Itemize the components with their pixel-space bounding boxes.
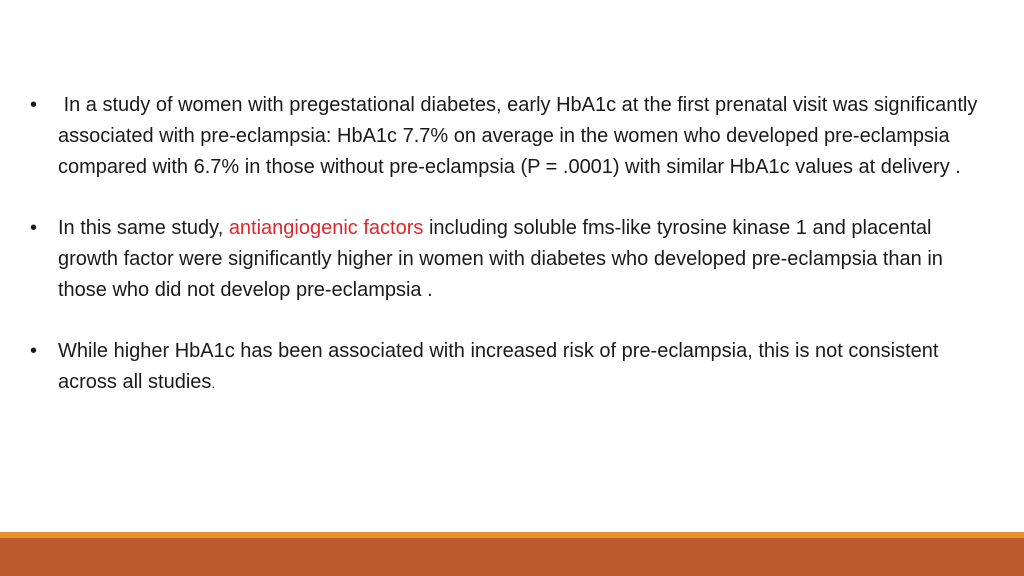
bullet-text-before: In this same study,: [58, 217, 229, 239]
bullet-icon: •: [30, 94, 38, 116]
bullet-icon: •: [30, 340, 38, 362]
footer-bar: [0, 538, 1024, 576]
bullet-end-period: .: [211, 375, 216, 391]
bullet-item-consistency: [30, 336, 990, 399]
bullet-text-after: including soluble fms-like tyrosine kinase 1 and placental growth factor were significantly higher in women with diabetes who developed pre-eclampsia than in those who did not develop pre-eclampsia .: [58, 217, 949, 301]
bullet-text: In a study of women with pregestational diabetes, early HbA1c at the first prenatal visit was significantly associated with pre-eclampsia: HbA1c 7.7% on average in the women who developed pre-eclampsia compared with 6.7% in those without pre-eclampsia (P = .0001) with similar HbA1c values at delivery .: [58, 94, 983, 178]
highlighted-term: antiangiogenic factors: [228, 217, 424, 239]
bullet-list: [30, 90, 990, 399]
bullet-item-hba1c-study: [30, 90, 990, 183]
bullet-icon: •: [30, 217, 38, 239]
bullet-item-antiangiogenic: [30, 213, 990, 306]
bullet-text: While higher HbA1c has been associated with increased risk of pre-eclampsia, this is not consistent across all studies: [58, 340, 939, 393]
